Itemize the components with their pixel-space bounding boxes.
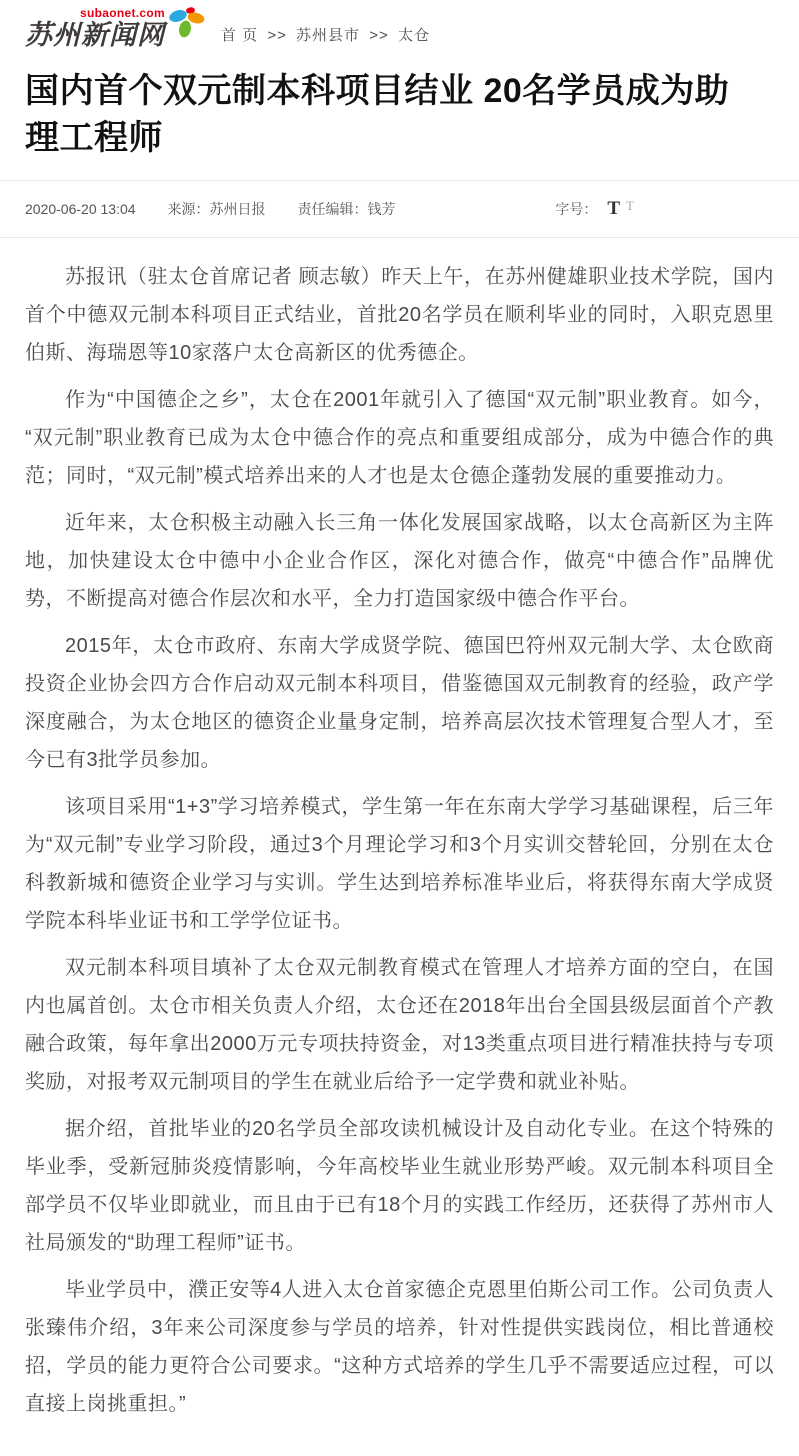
breadcrumb-separator: >>: [369, 27, 389, 44]
article-source: [168, 199, 266, 219]
breadcrumb-suzhou-counties[interactable]: 苏州县市: [296, 27, 361, 44]
source-label: 来源：: [167, 201, 210, 217]
article-paragraph: 毕业学员中，濮正安等4人进入太仓首家德企克恩里伯斯公司工作。公司负责人张臻伟介绍，3年来公司深度参与学员的培养，针对性提供实践岗位，相比普通校招，学员的能力更符合公司要求。“这种方式培养的学生几乎不需要适应过程，可以直接上岗挑重担。”: [25, 1279, 774, 1415]
editor-value: 钱芳: [367, 201, 396, 217]
clover-logo-icon: [167, 6, 205, 47]
article-paragraph: 苏报讯（驻太仓首席记者 顾志敏）昨天上午，在苏州健雄职业技术学院，国内首个中德双元制本科项目正式结业，首批20名学员在顺利毕业的同时，入职克恩里伯斯、海瑞恩等10家落户太仓高新区的优秀德企。: [25, 266, 774, 364]
fontsize-label: 字号：: [555, 201, 598, 217]
article-paragraph: 该项目采用“1+3”学习培养模式，学生第一年在东南大学学习基础课程，后三年为“双元制”专业学习阶段，通过3个月理论学习和3个月实训交替轮回，分别在太仓科教新城和德资企业学习与实训。学生达到培养标准毕业后，将获得东南大学成贤学院本科毕业证书和工学学位证书。: [25, 796, 774, 932]
source-value: 苏州日报: [209, 201, 266, 217]
article-paragraph: 近年来，太仓积极主动融入长三角一体化发展国家战略，以太仓高新区为主阵地，加快建设太仓中德中小企业合作区，深化对德合作，做亮“中德合作”品牌优势，不断提高对德合作层次和水平，全力打造国家级中德合作平台。: [25, 512, 774, 610]
article-body: [0, 238, 799, 1456]
site-logo[interactable]: [25, 6, 205, 50]
article-paragraph: 作为“中国德企之乡”，太仓在2001年就引入了德国“双元制”职业教育。如今，“双元制”职业教育已成为太仓中德合作的亮点和重要组成部分，成为中德合作的典范；同时，“双元制”模式培养出来的人才也是太仓德企蓬勃发展的重要推动力。: [25, 389, 774, 487]
fontsize-increase-button[interactable]: T: [607, 198, 621, 219]
article-title: 国内首个双元制本科项目结业 20名学员成为助理工程师: [25, 72, 730, 157]
breadcrumb-taicang[interactable]: 太仓: [397, 27, 430, 44]
site-header: [0, 0, 799, 58]
breadcrumb-separator: >>: [267, 27, 287, 44]
article-editor: [298, 199, 396, 219]
fontsize-controls: [555, 198, 634, 220]
article-paragraph: 据介绍，首批毕业的20名学员全部攻读机械设计及自动化专业。在这个特殊的毕业季，受新冠肺炎疫情影响，今年高校毕业生就业形势严峻。双元制本科项目全部学员不仅毕业即就业，而且由于已有18个月的实践工作经历，还获得了苏州市人社局颁发的“助理工程师”证书。: [25, 1118, 774, 1254]
breadcrumb-home[interactable]: 首 页: [221, 27, 259, 44]
fontsize-decrease-button[interactable]: T: [626, 198, 634, 213]
site-domain: subaonet.com: [80, 6, 165, 20]
publish-datetime: 2020-06-20 13:04: [25, 201, 136, 217]
article-meta-bar: [0, 181, 799, 237]
site-name: 苏州新闻网: [25, 20, 165, 50]
article-paragraph: 双元制本科项目填补了太仓双元制教育模式在管理人才培养方面的空白，在国内也属首创。太仓市相关负责人介绍，太仓还在2018年出台全国县级层面首个产教融合政策，每年拿出2000万元专项扶持资金，对13类重点项目进行精准扶持与专项奖励，对报考双元制项目的学生在就业后给予一定学费和就业补贴。: [25, 957, 774, 1093]
editor-label: 责任编辑：: [297, 201, 368, 217]
article-paragraph: 2015年，太仓市政府、东南大学成贤学院、德国巴符州双元制大学、太仓欧商投资企业协会四方合作启动双元制本科项目，借鉴德国双元制教育的经验，政产学深度融合，为太仓地区的德资企业量身定制，培养高层次技术管理复合型人才，至今已有3批学员参加。: [25, 635, 774, 771]
site-logo-text: [25, 6, 165, 50]
breadcrumb: [221, 24, 430, 50]
